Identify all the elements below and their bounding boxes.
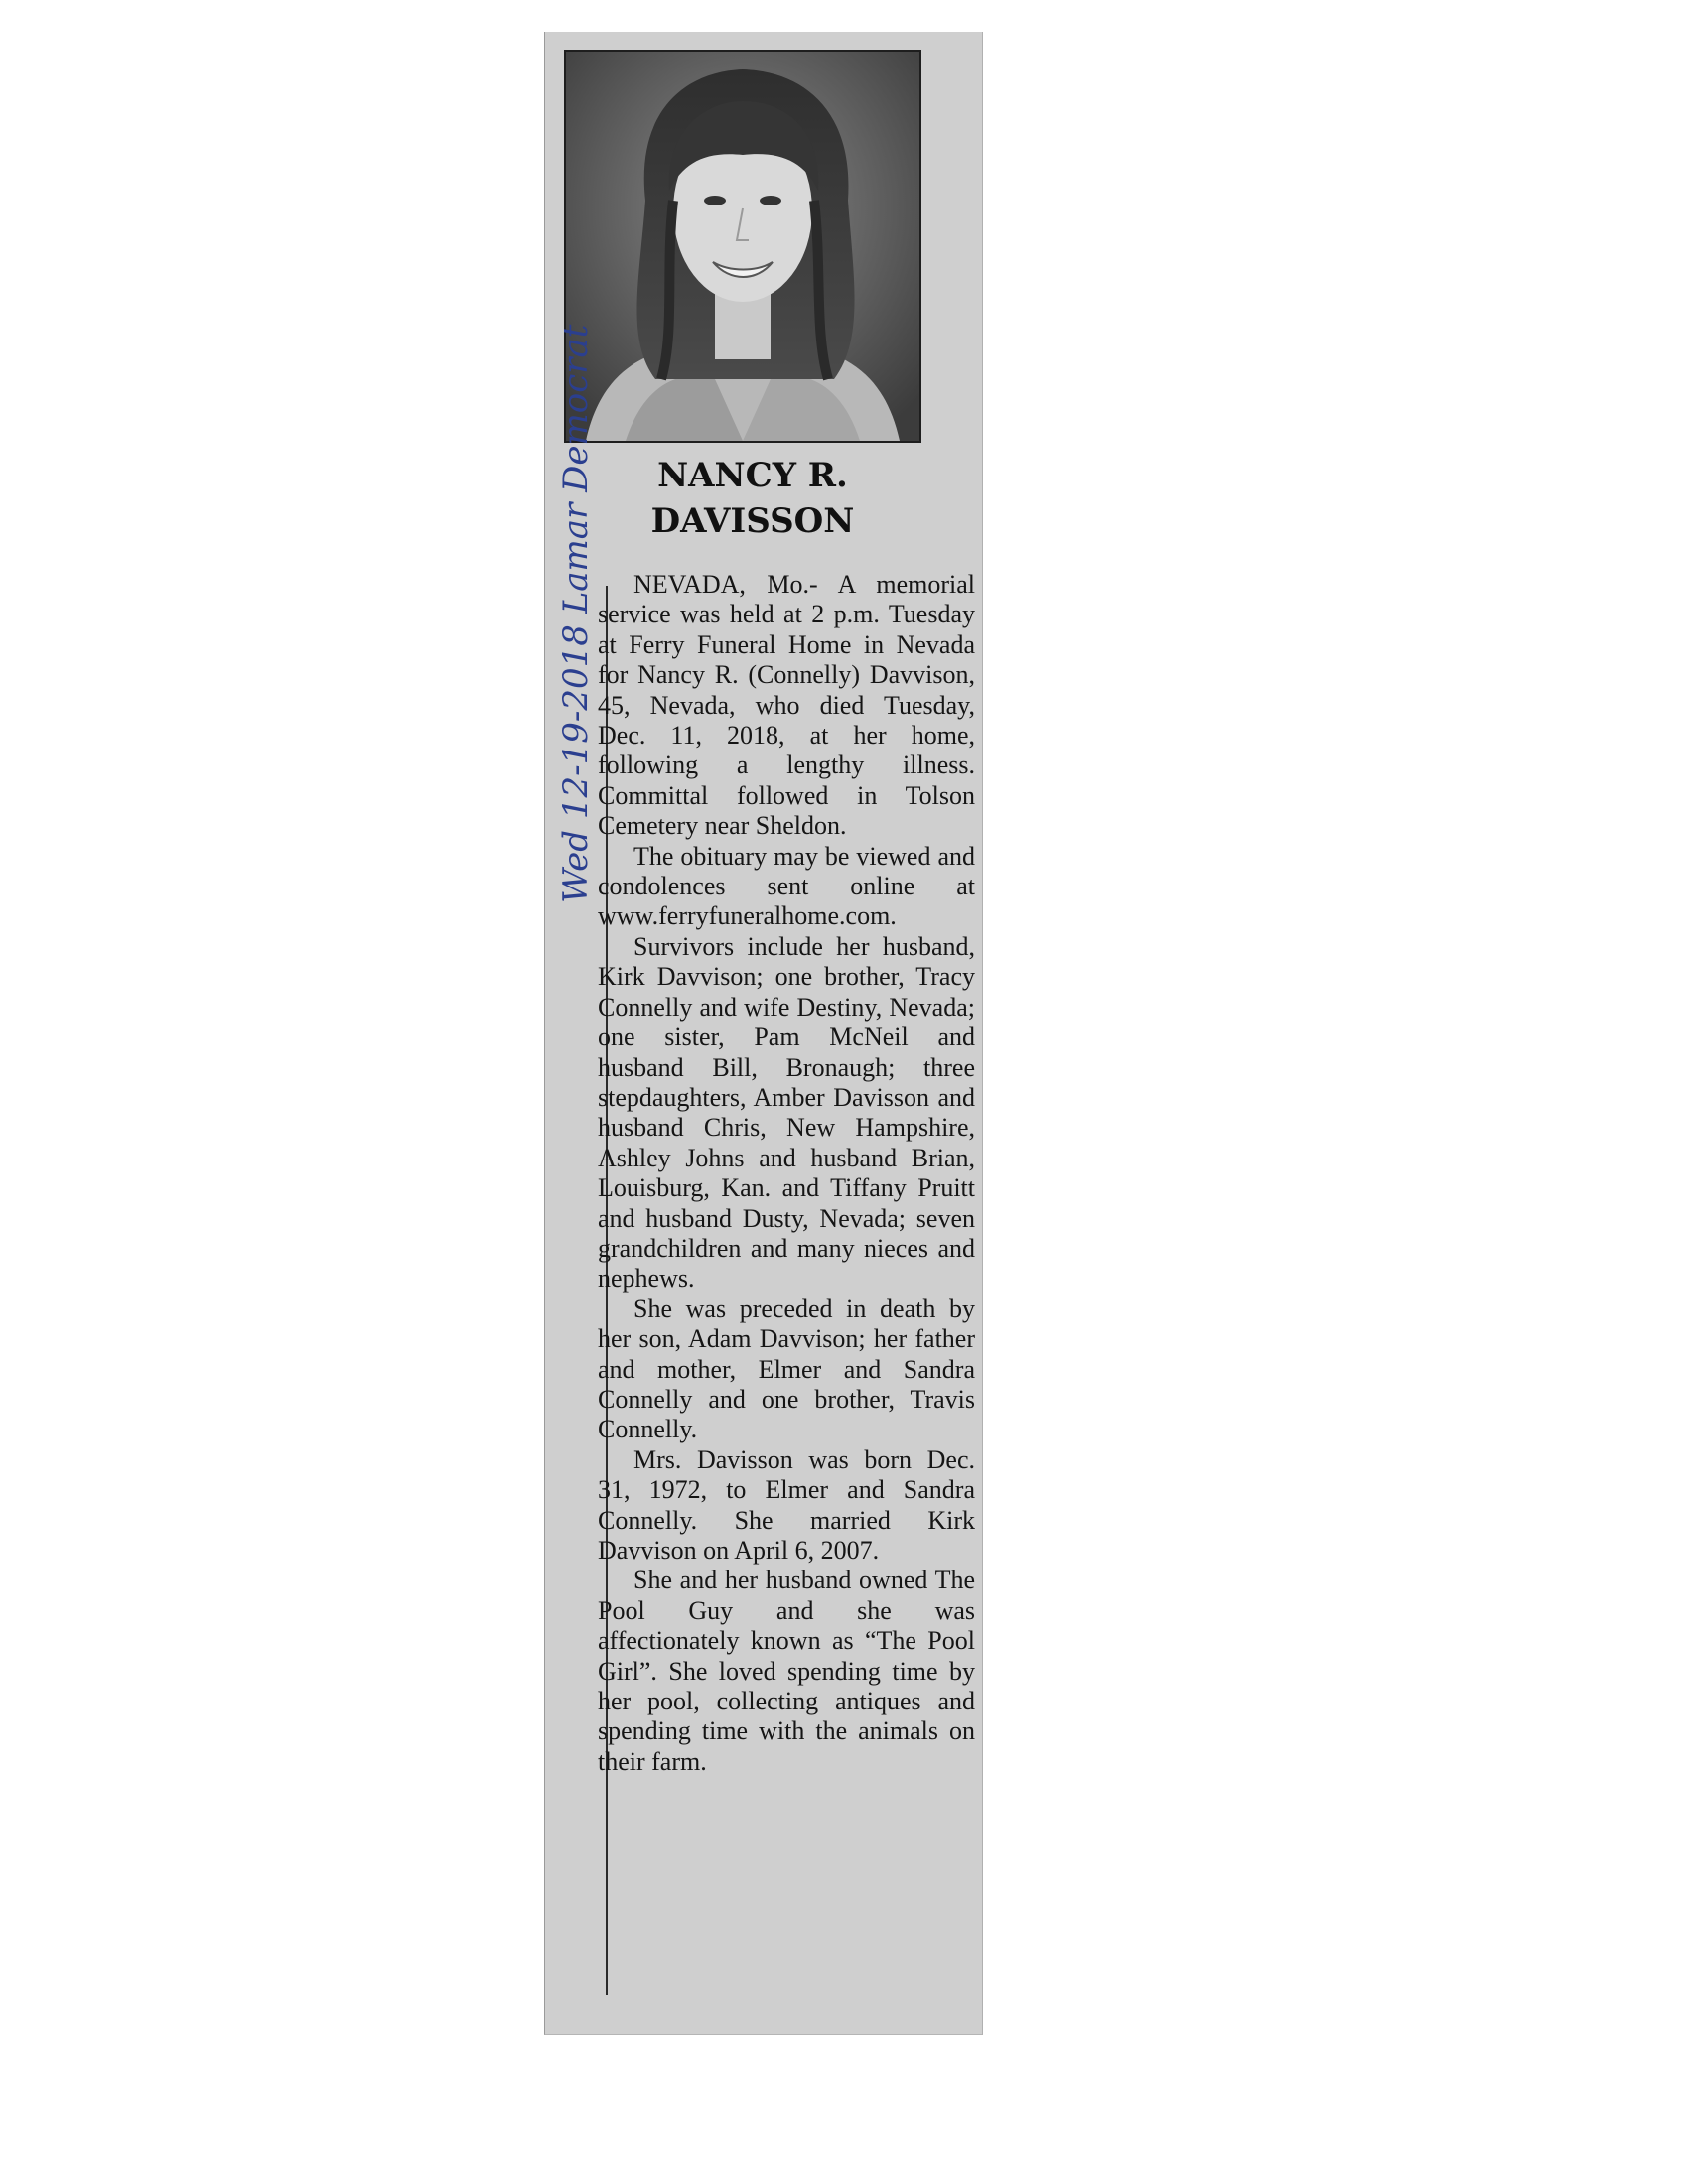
paragraph-preceded: She was preceded in death by her son, Adam Davvison; her father and mother, Elmer and Sandra Connelly and one brother, Travis Connelly. bbox=[598, 1294, 975, 1444]
obituary-name-line-2: DAVISSON bbox=[650, 501, 855, 541]
obituary-title bbox=[564, 453, 941, 544]
obituary-name-line-1: NANCY R. bbox=[657, 456, 848, 495]
obituary-body bbox=[598, 570, 975, 1777]
paragraph-pool: She and her husband owned The Pool Guy and she was affectionately known as “The Pool Girl”. She loved spending time by her pool, collecting antiques and spending time with the animals on their farm. bbox=[598, 1566, 975, 1776]
handwritten-note: Wed 12-19-2018 Lamar Democrat bbox=[556, 324, 596, 903]
paragraph-online: The obituary may be viewed and condolences sent online at www.ferryfuneralhome.com. bbox=[598, 841, 975, 931]
paragraph-survivors: Survivors include her husband, Kirk Davvison; one brother, Tracy Connelly and wife Destiny, Nevada; one sister, Pam McNeil and husband Bill, Bronaugh; three stepdaughters, Amber Davisson and husband Chris, New Hampshire, Ashley Johns and husband Brian, Louisburg, Kan. and Tiffany Pruitt and husband Dusty, Nevada; seven grandchildren and many nieces and nephews. bbox=[598, 931, 975, 1294]
paragraph-service: NEVADA, Mo.- A memorial service was held at 2 p.m. Tuesday at Ferry Funeral Home in Nevada for Nancy R. (Connelly) Davvison, 45, Nevada, who died Tuesday, Dec. 11, 2018, at her home, following a lengthy illness. Committal followed in Tolson Cemetery near Sheldon. bbox=[598, 570, 975, 841]
paragraph-born: Mrs. Davisson was born Dec. 31, 1972, to Elmer and Sandra Connelly. She married Kirk Davvison on April 6, 2007. bbox=[598, 1444, 975, 1565]
portrait-photo bbox=[564, 50, 921, 443]
